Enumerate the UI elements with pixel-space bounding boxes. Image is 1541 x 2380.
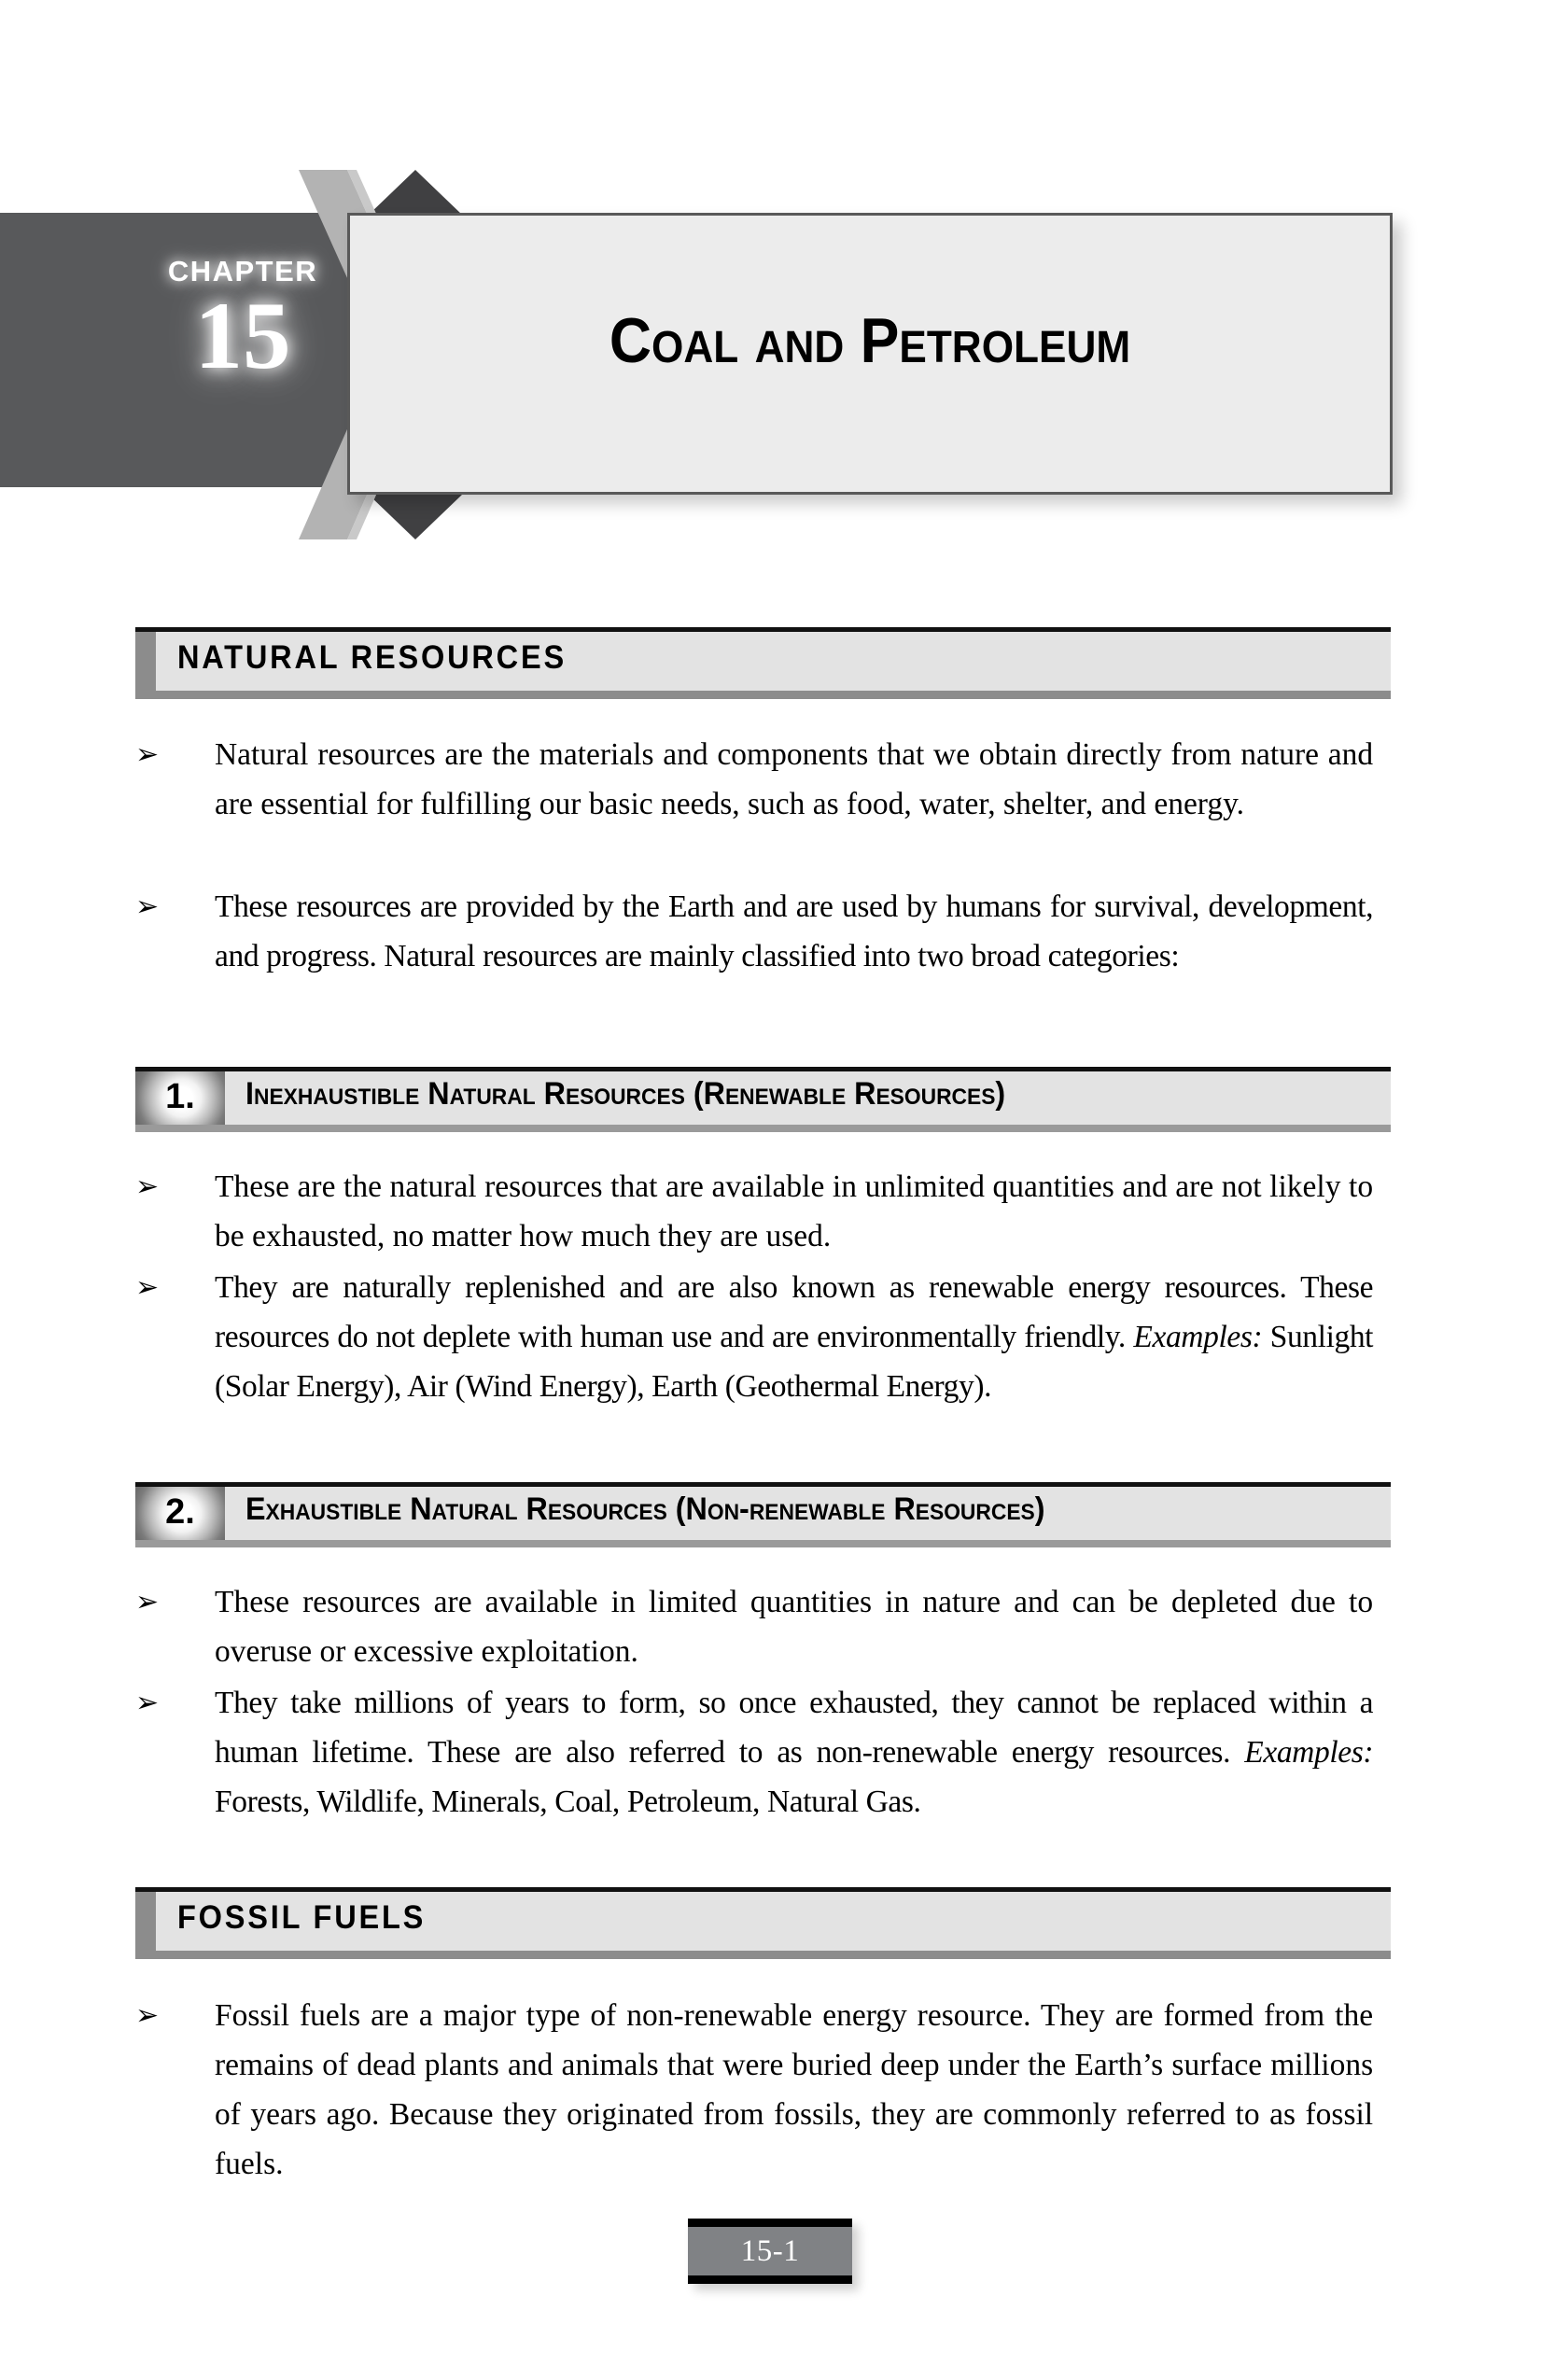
arrow-bullet-icon: ➢ xyxy=(135,1586,160,1618)
page-number-label: 15-1 xyxy=(740,2233,800,2268)
section-heading-label: NATURAL RESOURCES xyxy=(177,639,567,676)
paragraph xyxy=(135,882,1391,981)
arrow-bullet-icon: ➢ xyxy=(135,1170,160,1203)
section-heading-natural-resources xyxy=(135,627,1391,691)
paragraph-lead: They are naturally replenished and are also known as renewable energy resources. These resources do not deplete with human use and are environmentally friendly. xyxy=(215,1270,1374,1354)
arrow-bullet-icon: ➢ xyxy=(135,1271,160,1304)
subsection-heading-label: Exhaustible Natural Resources (Non-renewable Resources) xyxy=(245,1491,1045,1527)
arrow-bullet-icon: ➢ xyxy=(135,890,160,923)
page-title: Coal and Petroleum xyxy=(609,305,1131,376)
paragraph xyxy=(135,1263,1391,1411)
section-heading-label: FOSSIL FUELS xyxy=(177,1899,427,1936)
chapter-word-label: CHAPTER xyxy=(167,255,318,287)
section-heading-fossil-fuels xyxy=(135,1887,1391,1951)
chapter-number-label: 15 xyxy=(194,283,291,389)
page-number-badge xyxy=(688,2219,852,2284)
examples-label: Examples: xyxy=(1133,1320,1263,1354)
chapter-header-banner xyxy=(0,213,1541,539)
subsection-heading-exhaustible xyxy=(135,1482,1391,1540)
arrow-bullet-icon: ➢ xyxy=(135,1999,160,2032)
paragraph-text: These are the natural resources that are available in unlimited quantities and are not likely to be exhausted, no matter how much they are used. xyxy=(215,1169,1374,1253)
paragraph-text xyxy=(215,1263,1373,1411)
paragraph-tail: Forests, Wildlife, Minerals, Coal, Petroleum, Natural Gas. xyxy=(215,1785,921,1819)
examples-label: Examples: xyxy=(1244,1735,1374,1770)
subsection-heading-inexhaustible xyxy=(135,1067,1391,1125)
subsection-number-badge: 2. xyxy=(135,1487,225,1540)
paragraph xyxy=(135,730,1391,829)
paragraph xyxy=(135,1991,1391,2189)
paragraph xyxy=(135,1577,1391,1676)
paragraph-text: Fossil fuels are a major type of non-renewable energy resource. They are formed from the remains of dead plants and animals that were buried deep under the Earth’s surface millions of years ago. Because they originated from fossils, they are commonly referred to as fossil fuels. xyxy=(215,1998,1374,2181)
paragraph-lead: They take millions of years to form, so once exhausted, they cannot be replaced within a human lifetime. These are also referred to as non-renewable energy resources. xyxy=(215,1686,1374,1770)
paragraph-text: Natural resources are the materials and components that we obtain directly from nature and are essential for fulfilling our basic needs, such as food, water, shelter, and energy. xyxy=(215,737,1374,821)
paragraph xyxy=(135,1678,1391,1827)
paragraph-text: These resources are available in limited quantities in nature and can be depleted due to overuse or excessive exploitation. xyxy=(215,1585,1374,1669)
paragraph-text: These resources are provided by the Earth and are used by humans for survival, development, and progress. Natural resources are mainly classified into two broad categories: xyxy=(215,889,1374,973)
paragraph xyxy=(135,1162,1391,1261)
paragraph-tail: Sunlight (Solar Energy), Air (Wind Energy), Earth (Geothermal Energy). xyxy=(215,1320,1374,1404)
chapter-title-box xyxy=(347,213,1393,495)
arrow-bullet-icon: ➢ xyxy=(135,738,160,771)
subsection-number-badge: 1. xyxy=(135,1071,225,1125)
arrow-bullet-icon: ➢ xyxy=(135,1687,160,1719)
paragraph-text xyxy=(215,1678,1373,1827)
subsection-heading-label: Inexhaustible Natural Resources (Renewable Resources) xyxy=(245,1076,1006,1112)
